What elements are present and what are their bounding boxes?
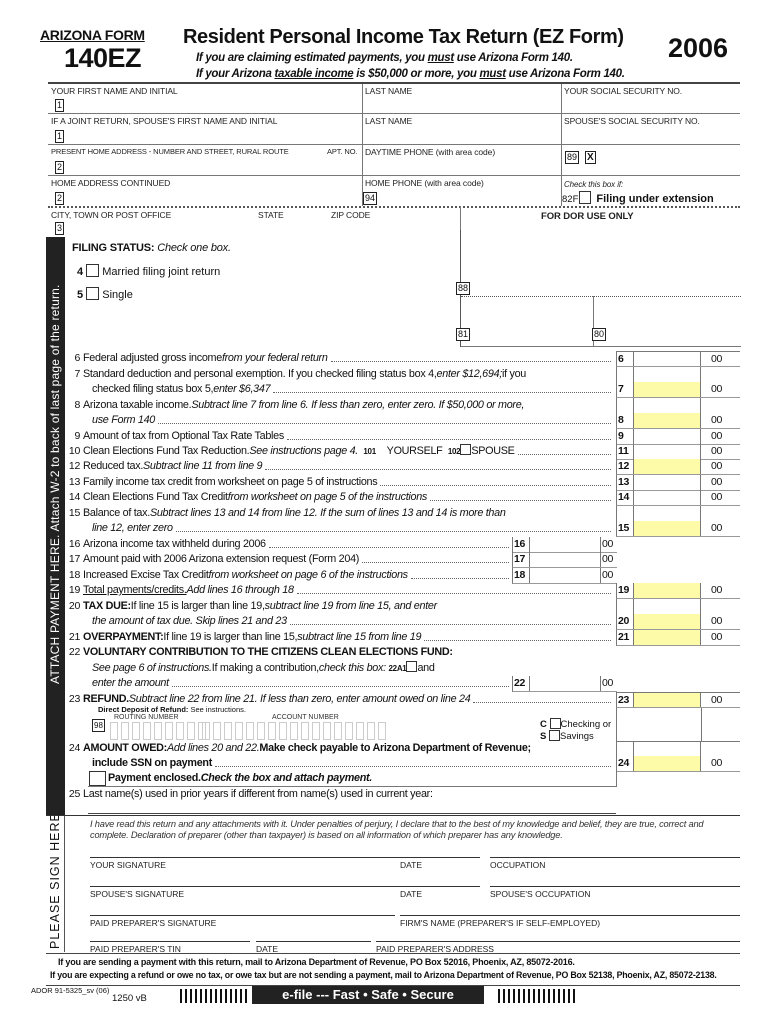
- line-20-cont: the amount of tax due. Skip lines 21 and 23 20 00: [66, 614, 740, 630]
- digit-box[interactable]: [345, 722, 353, 740]
- code-89-tag: 89: [567, 152, 578, 162]
- address-label: PRESENT HOME ADDRESS - NUMBER AND STREET, RURAL ROUTE: [51, 147, 289, 156]
- digit-box[interactable]: [176, 722, 184, 740]
- sign-here-text: PLEASE SIGN HERE: [48, 812, 62, 949]
- state-label: STATE: [258, 210, 284, 220]
- payment-enclosed[interactable]: Payment enclosed. Check the box and attach payment.: [66, 771, 740, 787]
- your-signature-date[interactable]: DATE: [400, 857, 480, 870]
- routing-number-label: ROUTING NUMBER: [114, 714, 179, 721]
- line-7-cont: checked filing status box 5, enter $6,347 7 00: [66, 382, 740, 398]
- line-1-spouse-tag: 1: [57, 131, 63, 141]
- digit-box[interactable]: [356, 722, 364, 740]
- digit-box[interactable]: [246, 722, 254, 740]
- line-14-amount[interactable]: [633, 490, 701, 505]
- filing-option-single[interactable]: 5 Single: [77, 289, 133, 301]
- spouse-clean-elections-checkbox[interactable]: [460, 444, 471, 455]
- payment-enclosed-checkbox[interactable]: [89, 771, 106, 786]
- digit-box[interactable]: [235, 722, 243, 740]
- code-94-tag: 94: [365, 193, 376, 203]
- form-title: Resident Personal Income Tax Return (EZ Form): [183, 26, 624, 48]
- dor-use-box: [460, 230, 740, 347]
- form-code: ADOR 91-5325_sv (06): [31, 986, 110, 995]
- form-number: 140EZ: [64, 43, 142, 73]
- spouse-first-name-label: IF A JOINT RETURN, SPOUSE'S FIRST NAME AND INITIAL: [51, 116, 278, 126]
- line-17-amount[interactable]: [529, 552, 601, 567]
- estimated-payments-note: If you are claiming estimated payments, you must use Arizona Form 140.: [196, 52, 573, 64]
- sign-here-bar: [46, 812, 65, 952]
- line-1-tag: 1: [57, 100, 63, 110]
- line-3-tag: 3: [57, 223, 63, 233]
- line-13-amount[interactable]: [633, 475, 701, 490]
- line-22: 22 VOLUNTARY CONTRIBUTION TO THE CITIZENS CLEAN ELECTIONS FUND:: [68, 646, 453, 658]
- digit-box[interactable]: [121, 722, 129, 740]
- line-18: 18 Increased Excise Tax Credit from worksheet on page 6 of the instructions 18 00: [66, 568, 740, 584]
- line-2b-tag: 2: [57, 193, 63, 203]
- code-x-tag: X: [587, 152, 594, 163]
- check-if-label: Check this box if:: [564, 180, 624, 189]
- contribution-checkbox[interactable]: [406, 661, 417, 672]
- line-8-cont: use Form 140 8 00: [66, 413, 740, 429]
- married-checkbox[interactable]: [86, 264, 99, 277]
- code-80-tag: 80: [594, 329, 605, 339]
- extension-checkbox[interactable]: [579, 191, 591, 204]
- direct-deposit-label: Direct Deposit of Refund: See instructions.: [98, 705, 246, 714]
- line-24: 24 AMOUNT OWED: Add lines 20 and 22. Make check payable to Arizona Department of Revenue;: [66, 741, 740, 757]
- firm-name[interactable]: FIRM'S NAME (PREPARER'S IF SELF-EMPLOYED): [400, 915, 740, 928]
- checking-checkbox[interactable]: [550, 718, 561, 729]
- line-17: 17 Amount paid with 2006 Arizona extension request (Form 204) 17 00: [66, 552, 740, 568]
- savings-option[interactable]: S Savings: [540, 731, 594, 742]
- line-23-amount[interactable]: [633, 693, 701, 707]
- line-16: 16 Arizona income tax withheld during 2006 16 00: [66, 537, 740, 553]
- digit-box[interactable]: [312, 722, 320, 740]
- digit-box[interactable]: [187, 722, 195, 740]
- tax-year: 2006: [668, 33, 729, 63]
- digit-box[interactable]: [165, 722, 173, 740]
- preparer-tin[interactable]: PAID PREPARER'S TIN: [90, 941, 250, 954]
- digit-box[interactable]: [143, 722, 151, 740]
- line-16-amount[interactable]: [529, 537, 601, 552]
- identity-section: [48, 82, 740, 233]
- code-82f: 82F: [562, 194, 579, 205]
- dor-use-label: FOR DOR USE ONLY: [541, 211, 634, 222]
- account-number-label: ACCOUNT NUMBER: [272, 714, 339, 721]
- line-24-amount[interactable]: [633, 756, 701, 771]
- single-checkbox[interactable]: [86, 287, 99, 300]
- last-name-label: LAST NAME: [365, 86, 413, 96]
- line-12: 12 Reduced tax. Subtract line 11 from line 9 12 00: [66, 459, 740, 475]
- filing-option-married[interactable]: 4 Married filing joint return: [77, 266, 221, 278]
- spouse-occupation[interactable]: SPOUSE'S OCCUPATION: [490, 886, 740, 899]
- spouse-ssn-label: SPOUSE'S SOCIAL SECURITY NO.: [564, 116, 700, 126]
- preparer-address[interactable]: PAID PREPARER'S ADDRESS: [376, 941, 740, 954]
- prior-names-input[interactable]: [88, 813, 616, 814]
- barcode-right: [498, 989, 578, 1003]
- digit-box[interactable]: [279, 722, 287, 740]
- digit-box[interactable]: [290, 722, 298, 740]
- code-81-tag: 81: [458, 329, 469, 339]
- checking-option[interactable]: C Checking or: [540, 719, 612, 730]
- digit-box[interactable]: [323, 722, 331, 740]
- line-6-amount[interactable]: [633, 352, 701, 366]
- line-23: 23 REFUND. Subtract line 22 from line 21. If less than zero, enter amount owed on line 24 23 00: [66, 692, 740, 708]
- city-label: CITY, TOWN OR POST OFFICE: [51, 210, 172, 220]
- code-98-tag: 98: [94, 721, 103, 730]
- line-20-amount[interactable]: [633, 614, 701, 629]
- line-22-amount[interactable]: [529, 676, 601, 691]
- perjury-declaration: I have read this return and any attachments with it. Under penalties of perjury, I declare that to the best of my knowledge and belief, they are true, correct and complete. Declaration of preparer (other than taxpayer) is based on all information of which preparer has any knowledge.: [90, 819, 704, 840]
- line-9: 9 Amount of tax from Optional Tax Rate Tables 9 00: [66, 429, 740, 445]
- line-20: 20 TAX DUE: If line 15 is larger than line 19, subtract line 19 from line 15, and enter: [66, 599, 740, 615]
- line-8: 8 Arizona taxable income. Subtract line 7 from line 6. If less than zero, enter zero. If $50,000 or more,: [66, 398, 740, 414]
- savings-checkbox[interactable]: [549, 730, 560, 741]
- address-continued-label: HOME ADDRESS CONTINUED: [51, 178, 171, 188]
- digit-box[interactable]: [257, 722, 265, 740]
- digit-box[interactable]: [334, 722, 342, 740]
- attach-payment-text: ATTACH PAYMENT HERE. Attach W-2 to back of last page of the return.: [48, 284, 62, 684]
- line-15-cont: line 12, enter zero 15 00: [66, 521, 740, 537]
- extension-label: Filing under extension: [596, 193, 714, 205]
- taxable-income-note: If your Arizona taxable income is $50,000 or more, you must use Arizona Form 140.: [196, 68, 625, 80]
- line-2-tag: 2: [57, 162, 63, 172]
- your-signature[interactable]: YOUR SIGNATURE: [90, 857, 400, 870]
- zip-label: ZIP CODE: [331, 210, 371, 220]
- attach-payment-bar: [46, 237, 65, 815]
- line-19: 19 Total payments/credits. Add lines 16 through 18 19 00: [66, 583, 740, 599]
- efile-banner: e-file --- Fast • Safe • Secure: [252, 986, 484, 1004]
- line-22-cont: See page 6 of instructions. If making a contribution, check this box: 22A1 and: [92, 662, 435, 674]
- digit-box[interactable]: [213, 722, 221, 740]
- preparer-date[interactable]: DATE: [256, 941, 371, 954]
- first-name-label: YOUR FIRST NAME AND INITIAL: [51, 86, 178, 96]
- digit-box[interactable]: [301, 722, 309, 740]
- digit-box[interactable]: [224, 722, 232, 740]
- line-11-amount[interactable]: [633, 444, 701, 459]
- spouse-signature[interactable]: SPOUSE'S SIGNATURE: [90, 886, 400, 899]
- preparer-signature[interactable]: PAID PREPARER'S SIGNATURE: [90, 915, 395, 928]
- daytime-phone-label: DAYTIME PHONE (with area code): [365, 147, 496, 157]
- line-21: 21 OVERPAYMENT: If line 19 is larger than line 15, subtract line 15 from line 19 21 00: [66, 630, 740, 646]
- occupation[interactable]: OCCUPATION: [490, 857, 740, 870]
- line-8-amount[interactable]: [633, 413, 701, 428]
- ssn-label: YOUR SOCIAL SECURITY NO.: [564, 86, 683, 96]
- line-18-amount[interactable]: [529, 568, 601, 583]
- home-phone-label: HOME PHONE (with area code): [365, 178, 484, 188]
- line-14: 14 Clean Elections Fund Tax Credit from worksheet on page 5 of the instructions 14 00: [66, 490, 740, 506]
- line-15: 15 Balance of tax. Subtract lines 13 and 14 from line 12. If the sum of lines 13 and 14 is more than: [66, 506, 740, 522]
- digit-box[interactable]: [110, 722, 118, 740]
- digit-box[interactable]: [378, 722, 386, 740]
- line-7: 7 Standard deduction and personal exemption. If you checked filing status box 4, enter $12,694; if you: [66, 367, 740, 383]
- line-6: 6 Federal adjusted gross income from your federal return 6 00: [66, 351, 740, 367]
- barcode-left: [180, 989, 250, 1003]
- line-7-amount[interactable]: [633, 382, 701, 397]
- line-25: 25 Last name(s) used in prior years if different from name(s) used in current year:: [68, 788, 433, 800]
- mail-with-payment: If you are sending a payment with this return, mail to Arizona Department of Revenue, PO Box 52016, Phoenix, AZ, 85072-2016.: [58, 957, 575, 967]
- version-code: 1250 vB: [112, 993, 147, 1004]
- apt-label: APT. NO.: [327, 147, 358, 156]
- account-type: [540, 718, 611, 742]
- form-label: ARIZONA FORM: [40, 27, 145, 43]
- digit-box[interactable]: [202, 722, 210, 740]
- mail-without-payment: If you are expecting a refund or owe no tax, or owe tax but are not sending a payment, mail to Arizona Department of Revenue, PO Box 52138, Phoenix, AZ, 85072-2138.: [50, 970, 717, 980]
- filing-status-heading: FILING STATUS: Check one box.: [72, 242, 231, 254]
- digit-box[interactable]: [132, 722, 140, 740]
- digit-box[interactable]: [367, 722, 375, 740]
- line-19-amount[interactable]: [633, 583, 701, 598]
- line-21-amount[interactable]: [633, 630, 701, 645]
- digit-box[interactable]: [154, 722, 162, 740]
- extension-checkbox-row[interactable]: [562, 191, 714, 205]
- spouse-last-name-label: LAST NAME: [365, 116, 413, 126]
- digit-box[interactable]: [268, 722, 276, 740]
- line-22-amount-row: enter the amount 22 00: [66, 676, 740, 692]
- line-9-amount[interactable]: [633, 429, 701, 444]
- spouse-signature-date[interactable]: DATE: [400, 886, 480, 899]
- line-13: 13 Family income tax credit from worksheet on page 5 of instructions 13 00: [66, 475, 740, 491]
- code-88-tag: 88: [458, 283, 469, 293]
- line-10: 10 Clean Elections Fund Tax Reduction. See instructions page 4. 101 YOURSELF 102 SPOUSE 11 00: [66, 444, 740, 460]
- line-15-amount[interactable]: [633, 521, 701, 536]
- line-12-amount[interactable]: [633, 459, 701, 474]
- line-24-cont: include SSN on payment 24 00: [66, 756, 740, 772]
